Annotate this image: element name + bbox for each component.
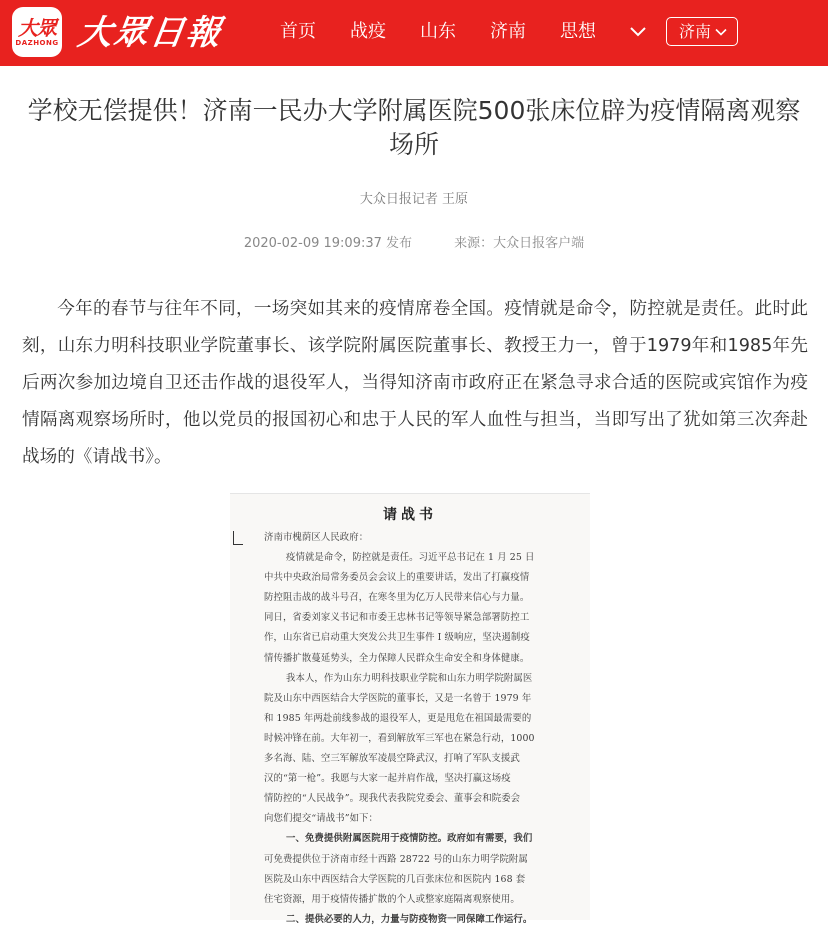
article-paragraph: 今年的春节与往年不同，一场突如其来的疫情席卷全国。疫情就是命令，防控就是责任。此时此刻，山东力明科技职业学院董事长、该学院附属医院董事长、教授王力一，曾于1979年和1985年先后两次参加边境自卫还击作战的退役军人，当得知济南市政府正在紧急寻求合适的医院或宾馆作为疫情隔离观察场所时，他以党员的报国初心和忠于人民的军人血性与担当，当即写出了犹如第三次奔赴战场的《请战书》。 [22, 299, 808, 467]
document-text-lines [264, 528, 582, 930]
document-line: 和 1985 年两赴前线参战的退役军人，更是甩危在祖国最需要的 [264, 712, 532, 724]
chevron-down-icon [629, 26, 647, 38]
app-logo-subtext: DAZHONG [15, 38, 59, 47]
article-meta [0, 232, 828, 251]
document-line: 医院及山东中西医结合大学医院的几百张床位和医院内 168 套 [264, 873, 526, 885]
document-line: 济南市槐荫区人民政府： [264, 532, 369, 543]
nav-item-epidemic[interactable]: 战疫 [350, 21, 386, 42]
article-source: 来源：大众日报客户端 [454, 236, 585, 251]
document-line: 汉的“第一枪”。我愿与大家一起并肩作战，坚决打赢这场疫 [264, 773, 511, 785]
document-line: 我本人，作为山东力明科技职业学院和山东力明学院附属医 [286, 672, 533, 684]
document-line: 防控阻击战的战斗号召，在寒冬里为亿万人民带来信心与力量。 [264, 592, 530, 604]
nav-item-home[interactable]: 首页 [280, 21, 316, 42]
nav-item-shandong[interactable]: 山东 [420, 21, 456, 42]
document-title: 请战书 [383, 507, 437, 523]
document-line: 多名海、陆、空三军解放军凌晨空降武汉，打响了军队支援武 [264, 753, 520, 765]
nav-item-jinan[interactable]: 济南 [490, 21, 526, 42]
app-logo-glyph: 大眾 [18, 15, 56, 40]
document-line: 二、提供必要的人力，力量与防疫物资一同保障工作运行。 [286, 913, 533, 925]
nav-item-thought[interactable]: 思想 [560, 21, 596, 42]
article-title: 学校无偿提供！济南一民办大学附属医院500张床位辟为疫情隔离观察场所 [27, 96, 801, 159]
document-line: 向您们提交“请战书”如下： [264, 813, 379, 825]
app-logo-icon[interactable] [12, 7, 62, 57]
document-line: 院及山东中西医结合大学医院的董事长，又是一名曾于 1979 年 [264, 692, 532, 704]
document-crop-mark [233, 531, 243, 545]
document-line: 一、免费提供附属医院用于疫情防控。政府如有需要，我们 [286, 833, 533, 845]
document-line: 情防控的“人民战争”。现我代表我院党委会、董事会和院委会 [264, 793, 521, 805]
petition-document-image[interactable] [230, 493, 590, 925]
document-line: 情传播扩散蔓延势头，全力保障人民群众生命安全和身体健康。 [264, 652, 530, 664]
chevron-down-icon [715, 28, 727, 36]
document-line: 同日，省委刘家义书记和市委王忠林书记等领导紧急部署防控工 [264, 612, 530, 624]
document-line: 疫情就是命令，防控就是责任。习近平总书记在 1 月 25 日 [286, 552, 535, 564]
document-line: 可免费提供位于济南市经十西路 28722 号的山东力明学院附属 [264, 853, 528, 865]
document-line: 中共中央政治局常务委员会会议上的重要讲话，发出了打赢疫情 [264, 572, 530, 584]
document-line: 作，山东省已启动重大突发公共卫生事件 I 级响应，坚决遏制疫 [264, 632, 530, 644]
nav-more-button[interactable] [627, 20, 649, 44]
city-select-value: 济南 [679, 22, 712, 41]
document-line: 时候冲锋在前。大年初一，看到解放军三军也在紧急行动，1000 [264, 732, 535, 744]
article-byline: 大众日报记者 王原 [359, 192, 469, 207]
top-navigation-bar [0, 0, 828, 66]
publish-time: 2020-02-09 19:09:37 发布 [243, 236, 413, 251]
brand-wordmark[interactable]: 大眾日報 [75, 13, 225, 53]
city-select[interactable] [666, 17, 738, 46]
document-line: 住宅资源，用于疫情传播扩散的个人或整家庭隔离观察使用。 [264, 893, 520, 905]
